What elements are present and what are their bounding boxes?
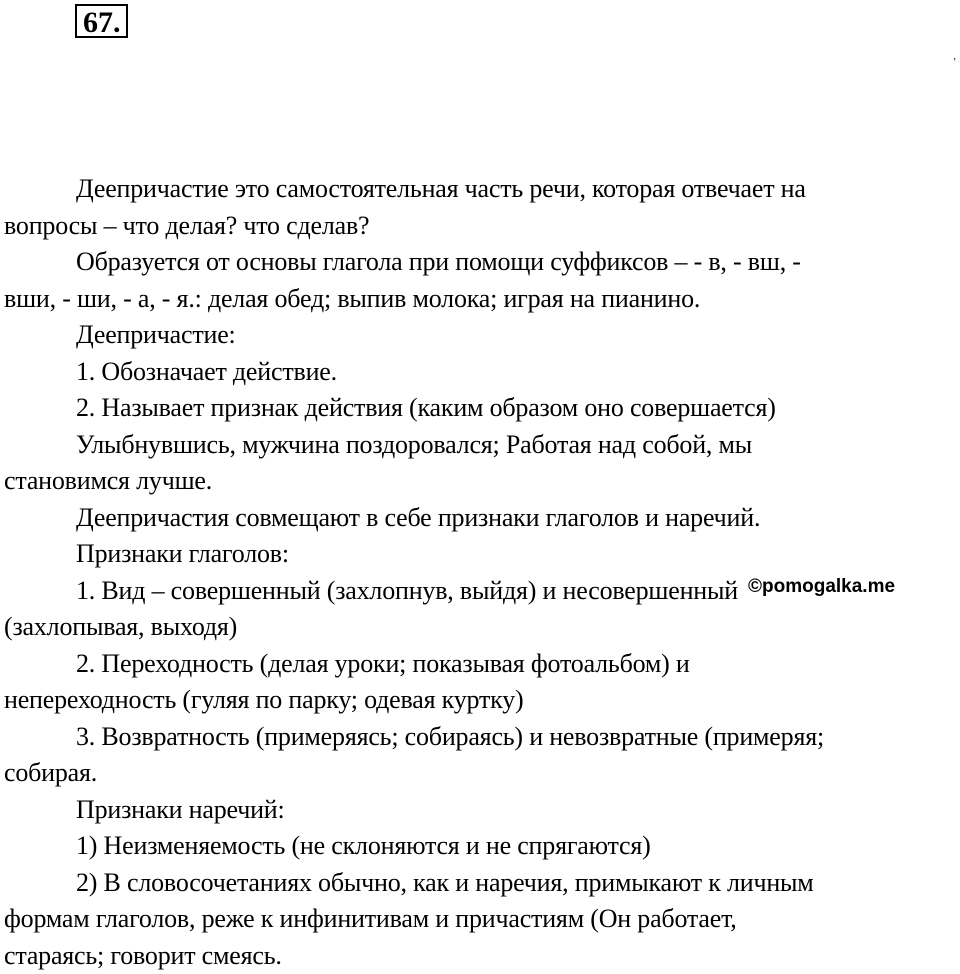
text-line: Деепричастие: — [4, 317, 960, 354]
text-line: стараясь; говорит смеясь. — [4, 938, 960, 974]
text-line: Улыбнувшись, мужчина поздоровался; Работая над собой, мы — [4, 427, 960, 464]
text-line: непереходность (гуляя по парку; одевая куртку) — [4, 682, 960, 719]
text-line: (захлопывая, выходя) — [4, 609, 960, 646]
text-line: Деепричастия совмещают в себе признаки глаголов и наречий. — [4, 500, 960, 537]
text-line: 1) Неизменяемость (не склоняются и не спрягаются) — [4, 828, 960, 865]
exercise-number-box — [75, 4, 128, 38]
text-line: 2. Переходность (делая уроки; показывая фотоальбом) и — [4, 646, 960, 683]
exercise-number: 67 — [83, 6, 113, 40]
text-line: вши, - ши, - а, - я.: делая обед; выпив молока; играя на пианино. — [4, 281, 960, 318]
text-line: Признаки глаголов: — [4, 536, 960, 573]
watermark: ©pomogalka.me — [748, 576, 895, 598]
text-line: собирая. — [4, 755, 960, 792]
exercise-number-dot: . — [113, 6, 121, 40]
text-line: Признаки наречий: — [4, 792, 960, 829]
text-line: становимся лучше. — [4, 463, 960, 500]
text-line: 2) В словосочетаниях обычно, как и наречия, примыкают к личным — [4, 865, 960, 902]
text-line: Деепричастие это самостоятельная часть речи, которая отвечает на — [4, 171, 960, 208]
text-line: 1. Обозначает действие. — [4, 354, 960, 391]
document-body — [4, 171, 960, 974]
text-line: Образуется от основы глагола при помощи суффиксов – - в, - вш, - — [4, 244, 960, 281]
text-line: формам глаголов, реже к инфинитивам и причастиям (Он работает, — [4, 901, 960, 938]
text-line: 2. Называет признак действия (каким образом оно совершается) — [4, 390, 960, 427]
text-line: вопросы – что делая? что сделав? — [4, 208, 960, 245]
stray-mark: ’ — [953, 58, 956, 68]
text-line: 3. Возвратность (примеряясь; собираясь) и невозвратные (примеряя; — [4, 719, 960, 756]
text-line: 1. Вид – совершенный (захлопнув, выйдя) и несовершенный — [4, 573, 960, 610]
